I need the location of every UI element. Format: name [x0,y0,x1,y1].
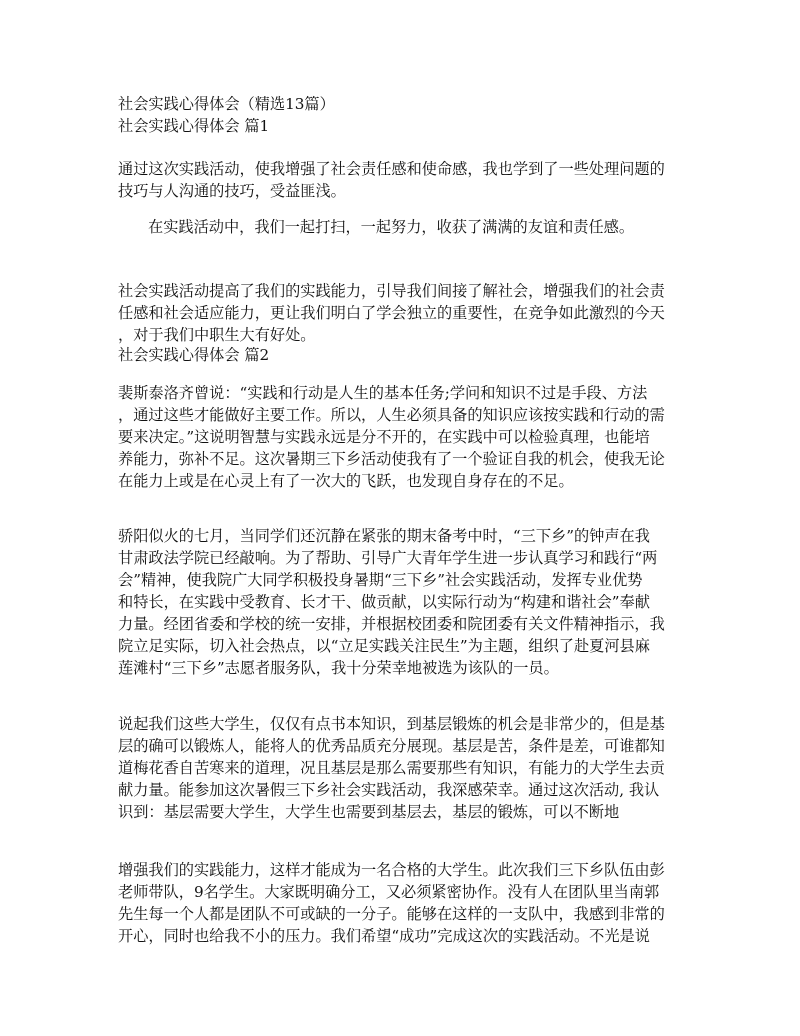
paragraph-line: 说起我们这些大学生，仅仅有点书本知识，到基层锻炼的机会是非常少的，但是基 [118,715,665,733]
paragraph-line: ，通过这些才能做好主要工作。所以，人生必须具备的知识应该按实践和行动的需 [118,406,665,424]
paragraph-line: 识到：基层需要大学生，大学生也需要到基层去，基层的锻炼，可以不断地 [118,803,620,821]
paragraph-line: 莲滩村“三下乡”志愿者服务队，我十分荣幸地被选为该队的一员。 [118,659,559,677]
document-title: 社会实践心得体会（精选13篇） [118,95,335,113]
paragraph-line: 院立足实际，切入社会热点，以“立足实践关注民生”为主题，组织了赴夏河县麻 [118,637,650,655]
paragraph-line: 开心，同时也给我不小的压力。我们希望“成功”完成这次的实践活动。不光是说 [118,927,650,945]
paragraph-line: 层的确可以锻炼人，能将人的优秀品质充分展现。基层是苦，条件是差，可谁都知 [118,737,665,755]
paragraph-line: 力量。经团省委和学校的统一安排，并根据校团委和院团委有关文件精神指示，我 [118,615,665,633]
paragraph-line: 老师带队，9名学生。大家既明确分工，又必须紧密协作。没有人在团队里当南郭 [118,883,660,901]
paragraph-line: 道梅花香自苦寒来的道理，况且基层是那么需要那些有知识，有能力的大学生去贡 [118,759,665,777]
paragraph-line: 社会实践活动提高了我们的实践能力，引导我们间接了解社会，增强我们的社会责 [118,282,665,300]
paragraph-line: 在实践活动中，我们一起打扫，一起努力，收获了满满的友谊和责任感。 [148,218,634,236]
section-heading-1: 社会实践心得体会 篇1 [118,117,270,135]
paragraph-line: 在能力上或是在心灵上有了一次大的飞跃，也发现自身存在的不足。 [118,472,574,490]
paragraph-line: 会”精神，使我院广大同学积极投身暑期“三下乡”社会实践活动，发挥专业优势 [118,571,643,589]
paragraph-line: 增强我们的实践能力，这样才能成为一名合格的大学生。此次我们三下乡队伍由彭 [118,861,665,879]
section-heading-2: 社会实践心得体会 篇2 [118,346,270,364]
paragraph-line: 要来决定。”这说明智慧与实践永远是分不开的，在实践中可以检验真理，也能培 [118,428,650,446]
paragraph-line: 任感和社会适应能力，更让我们明白了学会独立的重要性，在竞争如此激烈的今天 [118,304,665,322]
paragraph-line: 裴斯泰洛齐曾说：“实践和行动是人生的基本任务;学问和知识不过是手段、方法 [118,384,648,402]
paragraph-line: 骄阳似火的七月，当同学们还沉静在紧张的期末备考中时，“三下乡”的钟声在我 [118,527,650,545]
paragraph-line: 献力量。能参加这次暑假三下乡社会实践活动，我深感荣幸。通过这次活动, 我认 [118,781,660,799]
paragraph-line: 先生每一个人都是团队不可或缺的一分子。能够在这样的一支队中，我感到非常的 [118,905,665,923]
paragraph-line: 通过这次实践活动，使我增强了社会责任感和使命感，我也学到了一些处理问题的 [118,160,665,178]
paragraph-line: 养能力，弥补不足。这次暑期三下乡活动使我有了一个验证自我的机会，使我无论 [118,450,665,468]
paragraph-line: 技巧与人沟通的技巧，受益匪浅。 [118,182,346,200]
paragraph-line: 甘肃政法学院已经敲响。为了帮助、引导广大青年学生进一步认真学习和践行“两 [118,549,658,567]
paragraph-line: ，对于我们中职生大有好处。 [118,326,316,344]
paragraph-line: 和特长，在实践中受教育、长才干、做贡献，以实际行动为“构建和谐社会”奉献 [118,593,650,611]
